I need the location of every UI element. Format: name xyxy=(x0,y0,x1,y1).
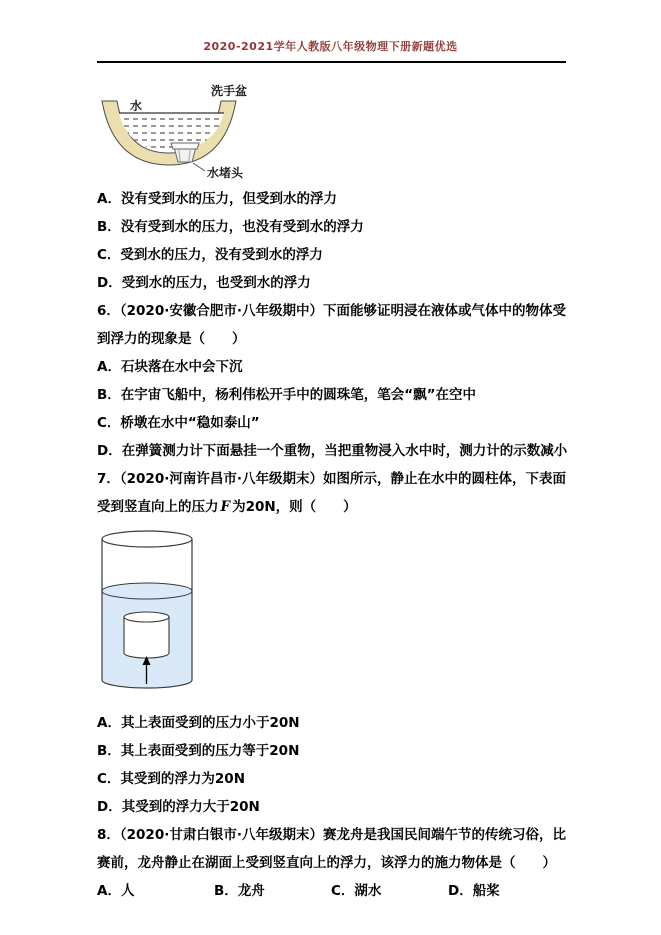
q7-stem xyxy=(97,465,573,521)
washbasin-figure xyxy=(99,83,259,183)
q7-option-a: A．其上表面受到的压力小于20N xyxy=(97,715,300,731)
header-title: 2020-2021学年人教版八年级物理下册新题优选 xyxy=(203,40,458,53)
beaker-figure xyxy=(97,523,207,705)
q6-option-a: A．石块落在水中会下沉 xyxy=(97,359,243,375)
q6-option-c: C．桥墩在水中“稳如泰山” xyxy=(97,415,260,431)
water-surface xyxy=(102,583,192,599)
force-symbol: F xyxy=(220,499,231,515)
q8-option-d: D．船桨 xyxy=(448,883,500,899)
q8-stem: 8．（2020·甘肃白银市·八年级期末）赛龙舟是我国民间端午节的传统习俗，比赛前，龙舟静止在湖面上受到竖直向上的浮力，该浮力的施力物体是（ ） xyxy=(97,827,566,871)
water-label: 水 xyxy=(130,99,143,113)
q6-stem: 6．（2020·安徽合肥市·八年级期中）下面能够证明浸在液体或气体中的物体受到浮力的现象是（ ） xyxy=(97,303,566,347)
q5-option-d: D．受到水的压力，也受到水的浮力 xyxy=(97,275,311,291)
q6-option-b: B．在宇宙飞船中，杨利伟松开手中的圆珠笔，笔会“飘”在空中 xyxy=(97,387,477,403)
q7-option-b: B．其上表面受到的压力等于20N xyxy=(97,743,300,759)
q7-option-d: D．其受到的浮力大于20N xyxy=(97,799,260,815)
q5-option-a: A．没有受到水的压力，但受到水的浮力 xyxy=(97,191,337,207)
q8-options-row xyxy=(97,877,573,905)
q8-option-c: C．湖水 xyxy=(331,883,382,899)
plug-pointer-line xyxy=(193,163,205,171)
q8-option-a: A．人 xyxy=(97,883,135,899)
plug-label: 水堵头 xyxy=(207,166,244,180)
submerged-cylinder xyxy=(124,612,169,658)
q6-option-d: D．在弹簧测力计下面悬挂一个重物，当把重物浸入水中时，测力计的示数减小 xyxy=(97,443,568,459)
q8-option-b: B．龙舟 xyxy=(214,883,265,899)
page-header xyxy=(0,0,661,54)
q5-option-b: B．没有受到水的压力，也没有受到水的浮力 xyxy=(97,219,364,235)
basin-label: 洗手盆 xyxy=(211,84,248,98)
q7-stem-text-2: 为20N，则（ ） xyxy=(232,499,357,515)
q5-option-c: C．受到水的压力，没有受到水的浮力 xyxy=(97,247,323,263)
content-area xyxy=(0,63,661,905)
q7-option-c: C．其受到的浮力为20N xyxy=(97,771,245,787)
q7-stem-text-1: 7．（2020·河南许昌市·八年级期末）如图所示，静止在水中的圆柱体，下表面受到竖直向上的压力 xyxy=(97,471,566,515)
